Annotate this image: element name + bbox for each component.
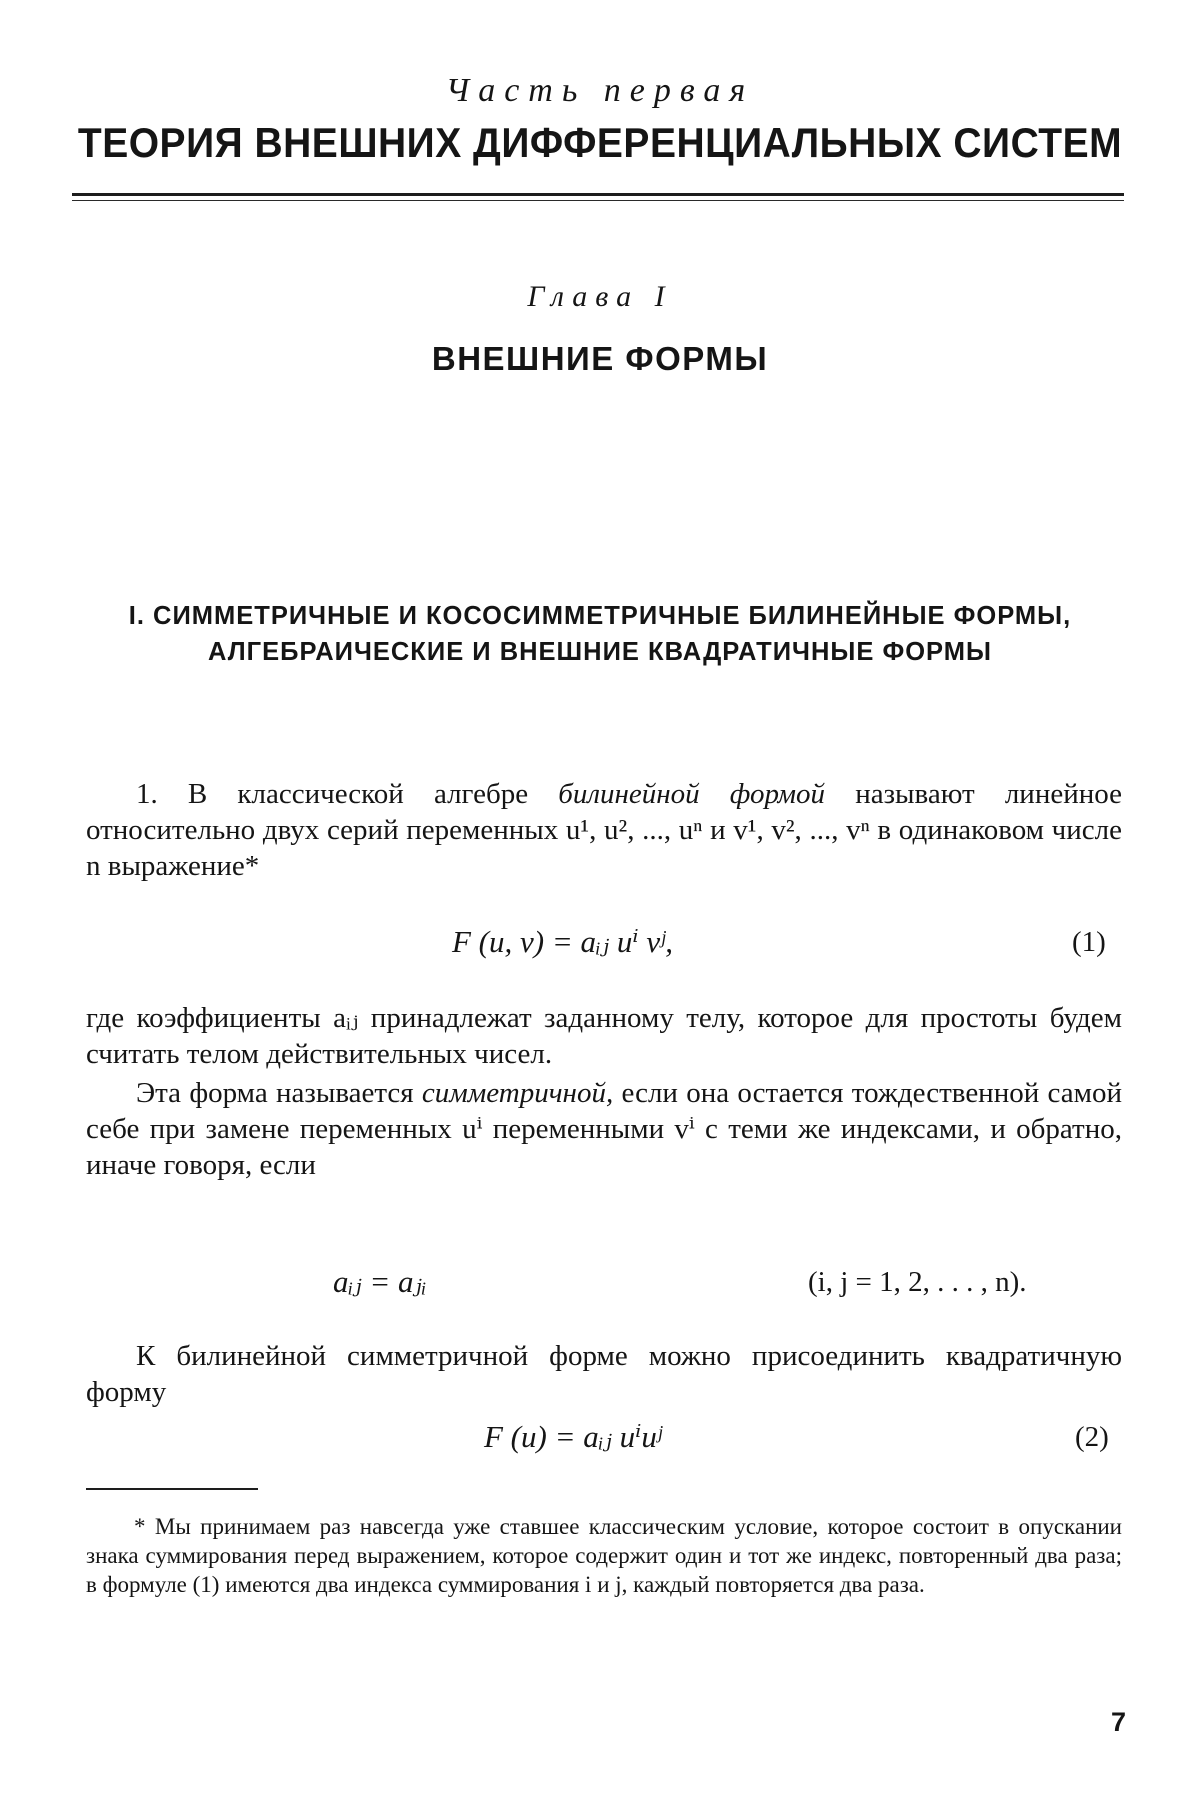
equation-2: F (u) = aᵢⱼ uⁱuʲ [484,1419,662,1454]
term-bilinear-form: билинейной формой [558,778,826,810]
paragraph-4: К билинейной симметричной форме можно присоединить квадратичную форму [86,1340,1122,1408]
equation-symmetry: aᵢⱼ = aⱼᵢ [333,1264,427,1299]
paragraph-3: Эта форма называется симметричной, если она остается тождественной самой себе при замене переменных uⁱ переменными vⁱ с теми же индексами, и обратно, иначе говоря, если [86,1077,1122,1181]
part-label: Часть первая [445,72,755,109]
footnote: * Мы принимаем раз навсегда уже ставшее классическим условие, которое состоит в опускании знака суммирования перед выражением, которое содержит один и тот же индекс, повторенный два раза; в формуле (1) имеются два индекса суммирования i и j, каждый повторяется два раза. [86,1514,1122,1597]
equation-1-number: (1) [1072,926,1106,958]
header-rule-thick [72,193,1124,196]
term-symmetric: симметричной, [421,1077,614,1109]
section-heading: I. СИММЕТРИЧНЫЕ И КОСОСИММЕТРИЧНЫЕ БИЛИНЕЙНЫЕ ФОРМЫ, АЛГЕБРАИЧЕСКИЕ И ВНЕШНИЕ КВАДРАТИЧНЫЕ ФОРМЫ [128,602,1072,666]
footnote-rule [86,1488,258,1490]
chapter-title: ВНЕШНИЕ ФОРМЫ [431,340,769,377]
paragraph-number: 1. [136,778,158,810]
page-number: 7 [1110,1707,1126,1737]
paragraph-2: где коэффициенты aᵢⱼ принадлежат заданному телу, которое для простоты будем считать телом действительных чисел. [86,1002,1122,1070]
equation-2-number: (2) [1075,1421,1109,1453]
equation-symmetry-range: (i, j = 1, 2, . . . , n). [808,1266,1027,1298]
part-title: ТЕОРИЯ ВНЕШНИХ ДИФФЕРЕНЦИАЛЬНЫХ СИСТЕМ [77,120,1123,167]
paragraph-1: 1. В классической алгебре билинейной формой называют линейное относительно двух серий переменных u¹, u², ..., uⁿ и v¹, v², ..., vⁿ в одинаковом числе n выражение* [86,778,1122,882]
equation-1: F (u, v) = aᵢⱼ uⁱ vʲ, [452,924,673,959]
header-rule-thin [72,200,1124,201]
chapter-label: Глава I [527,280,673,313]
